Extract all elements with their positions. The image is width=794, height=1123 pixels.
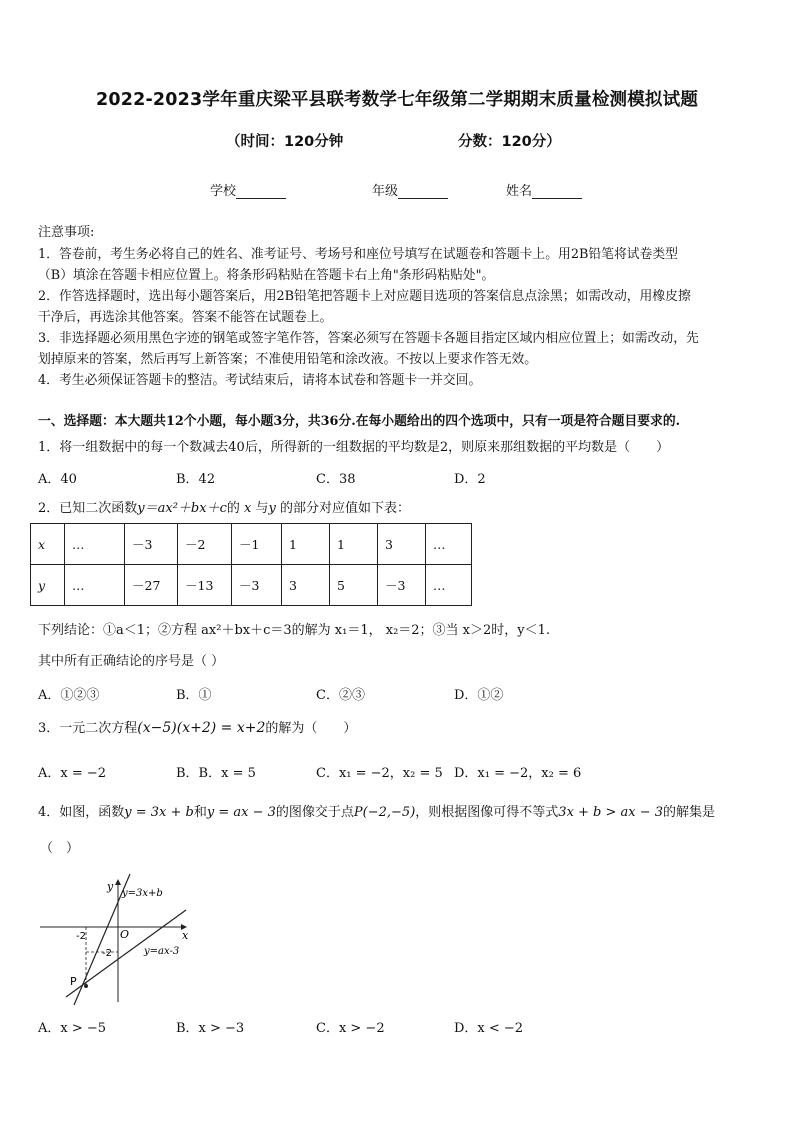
q3-option-a[interactable]: A．x = −2 <box>38 766 107 781</box>
q1-option-d[interactable]: D．2 <box>454 472 486 487</box>
table-cell: －13 <box>178 565 232 606</box>
q4-paren: （ ） <box>40 841 80 856</box>
q2-ask: 其中所有正确结论的序号是（ ） <box>38 654 225 669</box>
note-line: 干净后，再选涂其他答案。答案不能答在试题卷上。 <box>38 310 333 325</box>
grade-label: 年级 <box>372 184 399 199</box>
q1-option-c[interactable]: C．38 <box>316 472 356 487</box>
x-axis-label: x <box>182 929 189 942</box>
exam-time: （时间：120分钟 <box>226 134 344 150</box>
note-line: 1．答卷前，考生务必将自己的姓名、准考证号、考场号和座位号填写在试题卷和答题卡上。用2B铅笔将试卷类型 <box>38 247 678 262</box>
table-row <box>31 524 472 565</box>
origin-label: O <box>120 928 130 941</box>
q4-option-d[interactable]: D．x < −2 <box>454 1021 524 1036</box>
name-label: 姓名 <box>506 184 533 199</box>
q2-stem: 2．已知二次函数y＝ax²＋bx＋c的 x 与y 的部分对应值如下表： <box>38 501 411 516</box>
y-tick-label: -2 <box>102 948 112 959</box>
notes-heading: 注意事项: <box>38 225 95 240</box>
section-heading: 一、选择题：本大题共12个小题，每小题3分，共36分.在每小题给出的四个选项中，只有一项是符合题目要求的. <box>38 414 681 429</box>
note-line: 2．作答选择题时，选出每小题答案后，用2B铅笔把答题卡上对应题目选项的答案信息点涂黑；如需改动，用橡皮擦 <box>38 289 691 304</box>
q3-option-c[interactable]: C．x₁ = −2，x₂ = 5 <box>316 766 443 781</box>
table-cell: 3 <box>378 524 426 565</box>
table-cell: －3 <box>125 524 178 565</box>
y-axis-label: y <box>107 880 114 893</box>
note-line: 3．非选择题必须用黑色字迹的钢笔或签字笔作答，答案必须写在答题卡各题目指定区域内相应位置上；如需改动，先 <box>38 331 699 346</box>
q2-option-a[interactable]: A．①②③ <box>38 688 100 703</box>
note-line: 4．考生必须保证答题卡的整洁。考试结束后，请将本试卷和答题卡一并交回。 <box>38 373 482 388</box>
q1-option-b[interactable]: B．42 <box>176 472 216 487</box>
q2-option-d[interactable]: D．①② <box>454 688 504 703</box>
q4-option-b[interactable]: B．x > −3 <box>176 1021 245 1036</box>
page-title: 2022-2023学年重庆梁平县联考数学七年级第二学期期末质量检测模拟试题 <box>95 90 699 110</box>
table-cell: －27 <box>125 565 178 606</box>
table-cell: 5 <box>330 565 378 606</box>
table-cell: －1 <box>232 524 282 565</box>
point-p <box>84 984 88 988</box>
q4-graph <box>36 872 196 1008</box>
x-tick-label: -2 <box>76 931 86 942</box>
q3-stem: 3．一元二次方程(x−5)(x+2) = x+2的解为（ ） <box>38 720 357 736</box>
table-cell: －2 <box>178 524 232 565</box>
exam-score: 分数：120分） <box>458 134 561 150</box>
line1-label: y=3x+b <box>122 888 163 899</box>
table-cell: －3 <box>232 565 282 606</box>
table-cell: … <box>65 565 125 606</box>
table-row <box>31 565 472 606</box>
note-line: （B）填涂在答题卡相应位置上。将条形码粘贴在答题卡右上角"条形码粘贴处"。 <box>38 268 495 283</box>
q4-option-c[interactable]: C．x > −2 <box>316 1021 385 1036</box>
table-cell: … <box>426 524 472 565</box>
q1-stem: 1．将一组数据中的每一个数减去40后，所得新的一组数据的平均数是2，则原来那组数据的平均数是（ ） <box>38 440 670 455</box>
table-cell: 1 <box>330 524 378 565</box>
table-cell: 1 <box>282 524 330 565</box>
line2-label: y=ax-3 <box>144 946 180 957</box>
value-table <box>30 523 472 606</box>
table-cell: －3 <box>378 565 426 606</box>
grade-field[interactable] <box>372 180 448 199</box>
q4-stem: 4．如图，函数y = 3x + b和y = ax − 3的图像交于点P(−2,−5)，则根据图像可得不等式3x + b > ax − 3的解集是 <box>38 805 716 820</box>
q1-option-a[interactable]: A．40 <box>38 472 77 487</box>
q2-option-c[interactable]: C．②③ <box>316 688 365 703</box>
q2-option-b[interactable]: B．① <box>176 688 212 703</box>
q2-conclusion: 下列结论：①a＜1；②方程 ax²＋bx＋c＝3的解为 x₁＝1， x₂＝2；③当 x＞2时，y＜1. <box>38 623 551 638</box>
note-line: 划掉原来的答案，然后再写上新答案；不准使用铅笔和涂改液。不按以上要求作答无效。 <box>38 352 538 367</box>
q3-option-d[interactable]: D．x₁ = −2，x₂ = 6 <box>454 766 582 781</box>
table-cell: x <box>31 524 65 565</box>
table-cell: 3 <box>282 565 330 606</box>
q4-option-a[interactable]: A．x > −5 <box>38 1021 107 1036</box>
point-p-label: P <box>70 975 77 988</box>
table-cell: … <box>65 524 125 565</box>
q3-option-b[interactable]: B．B．x = 5 <box>176 766 256 781</box>
table-cell: y <box>31 565 65 606</box>
school-label: 学校 <box>210 184 237 199</box>
school-field[interactable] <box>210 180 286 199</box>
table-cell: … <box>426 565 472 606</box>
name-field[interactable] <box>506 180 582 199</box>
